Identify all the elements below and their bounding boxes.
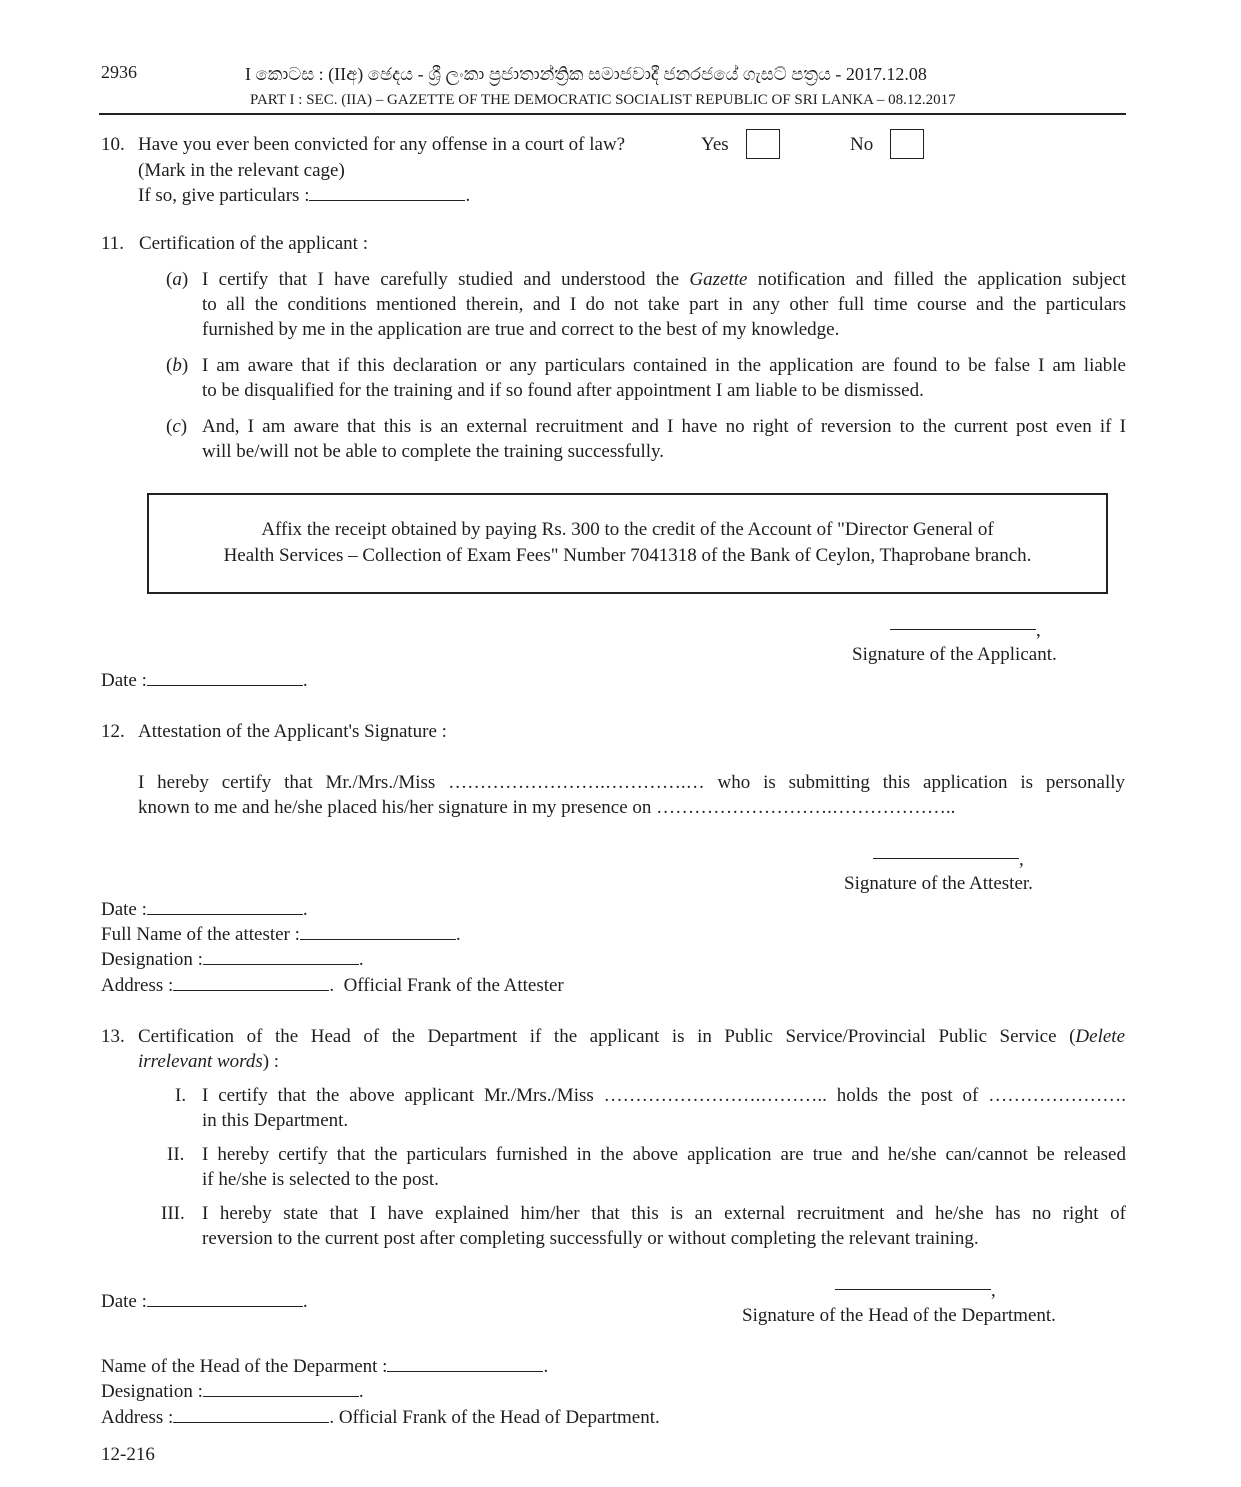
sinhala-header-title: I කොටස : (IIඅ) ඡෙදය - ශ්‍රී ලංකා ප්‍රජාතාන්ත්‍රික සමාජවාදී ජනරජයේ ගැසට් පත්‍රය - 2017.12.08 [245, 64, 927, 84]
receipt-line2: Health Services – Collection of Exam Fees" Number 7041318 of the Bank of Ceylon, Thaprobane branch. [223, 545, 1032, 566]
head-frank-label: Official Frank of the Head of Department. [338, 1407, 660, 1428]
header-rule [99, 113, 1126, 115]
q11-b-line2: to be disqualified for the training and if so found after appointment I am liable to be dismissed. [202, 380, 924, 401]
english-header-title: PART I : SEC. (IIA) – GAZETTE OF THE DEMOCRATIC SOCIALIST REPUBLIC OF SRI LANKA – 08.12.2017 [250, 92, 956, 108]
receipt-line1: Affix the receipt obtained by paying Rs. 300 to the credit of the Account of "Director General of [261, 519, 994, 540]
footer-code: 12-216 [101, 1444, 155, 1465]
q12-line1: I hereby certify that Mr./Mrs./Miss …………………….………….… who is submitting this application is personally [138, 772, 1125, 793]
q11-b-marker: (b) [166, 355, 189, 376]
q11-title: Certification of the applicant : [139, 233, 368, 254]
attester-address-field[interactable] [173, 977, 329, 991]
q10-mark-note: (Mark in the relevant cage) [138, 160, 345, 181]
q11-a-line1-pre: I certify that I have carefully studied and understood the [202, 269, 680, 290]
q11-c-line1: And, I am aware that this is an external recruitment and I have no right of reversion to the current post even if I [202, 416, 1126, 437]
q13-number: 13. [101, 1026, 125, 1047]
q10-no-checkbox[interactable] [890, 129, 924, 159]
q11-a-line3: furnished by me in the application are true and correct to the best of my knowledge. [202, 319, 840, 340]
q13-line2-post: ) : [262, 1051, 280, 1072]
q10-no-label: No [850, 134, 874, 155]
attester-fullname-label: Full Name of the attester : [101, 924, 300, 945]
q13-iii-label: III. [161, 1203, 185, 1224]
attester-fullname-field[interactable] [300, 926, 456, 940]
q11-a-label: a [172, 269, 182, 290]
q12-title: Attestation of the Applicant's Signature : [138, 721, 447, 742]
q13-i-text [202, 1083, 1126, 1133]
q10-particulars-field[interactable] [309, 187, 465, 201]
head-designation-label: Designation : [101, 1381, 203, 1402]
q13-i-label: I. [175, 1085, 187, 1106]
applicant-date-field[interactable] [147, 672, 303, 686]
q13-ii-line2: if he/she is selected to the post. [202, 1169, 439, 1190]
attester-address-label: Address : [101, 975, 174, 996]
head-sig-comma: , [991, 1280, 996, 1301]
applicant-date-label: Date : [101, 670, 147, 691]
head-name-row: Name of the Head of the Deparment : . [101, 1356, 549, 1377]
applicant-signature-field[interactable] [890, 629, 1036, 630]
attester-fullname-row: Full Name of the attester : . [101, 924, 461, 945]
q12-number: 12. [101, 721, 125, 742]
head-address-label: Address : [101, 1407, 174, 1428]
q11-c-line2: will be/will not be able to complete the training successfully. [202, 441, 665, 462]
q13-i-line1: I certify that the above applicant Mr./Mrs./Miss …………………….……….. holds the post of …………………. [202, 1085, 1126, 1106]
q10-yes-label: Yes [701, 134, 729, 155]
q10-particulars-row: If so, give particulars : . [138, 185, 471, 206]
q11-b-label: b [172, 355, 182, 376]
attester-frank-label: Official Frank of the Attester [343, 975, 564, 996]
q13-iii-line2: reversion to the current post after completing successfully or without completing the relevant training. [202, 1228, 979, 1249]
head-designation-row: Designation : . [101, 1381, 364, 1402]
head-name-label: Name of the Head of the Deparment : [101, 1356, 388, 1377]
q11-c-marker: (c) [166, 416, 188, 437]
q13-title [138, 1024, 1125, 1074]
head-signature-field[interactable] [835, 1289, 991, 1290]
applicant-signature-label: Signature of the Applicant. [852, 644, 1057, 665]
q10-yes-checkbox[interactable] [746, 129, 780, 159]
head-signature-label: Signature of the Head of the Department. [742, 1305, 1056, 1326]
head-name-field[interactable] [387, 1358, 543, 1372]
q13-line2-italic: irrelevant words [138, 1051, 263, 1072]
q13-ii-text [202, 1142, 1126, 1192]
q11-a-text [202, 267, 1126, 342]
attester-signature-label: Signature of the Attester. [844, 873, 1033, 894]
q11-a-gazette: Gazette [689, 269, 748, 290]
applicant-date-row: Date : . [101, 670, 308, 691]
attester-date-row: Date : . [101, 899, 308, 920]
attester-sig-comma: , [1019, 849, 1024, 870]
q11-a-line1 [202, 267, 1126, 292]
applicant-sig-comma: , [1036, 620, 1041, 641]
q13-line1 [138, 1024, 1125, 1049]
q10-number: 10. [101, 134, 125, 155]
q11-c-label: c [172, 416, 181, 437]
attester-designation-field[interactable] [203, 951, 359, 965]
q10-question: Have you ever been convicted for any offense in a court of law? [138, 134, 626, 155]
attester-designation-label: Designation : [101, 949, 203, 970]
q11-b-text [202, 353, 1126, 403]
q13-line1-pre: Certification of the Head of the Department if the applicant is in Public Service/Provincial Public Service ( [138, 1026, 1076, 1047]
head-date-field[interactable] [147, 1293, 303, 1307]
q12-text [138, 770, 1125, 820]
q12-line2: known to me and he/she placed his/her signature in my presence on ……………………….……………….. [138, 797, 956, 818]
head-date-label: Date : [101, 1291, 147, 1312]
q10-particulars-label: If so, give particulars : [138, 185, 310, 206]
attester-date-label: Date : [101, 899, 147, 920]
receipt-box [147, 493, 1108, 594]
q11-b-line1: I am aware that if this declaration or any particulars contained in the application are found to be false I am liable [202, 355, 1126, 376]
q11-a-line2: to all the conditions mentioned therein, and I do not take part in any other full time course and the particulars [202, 294, 1126, 315]
q13-line1-italic: Delete [1075, 1026, 1125, 1047]
attester-designation-row: Designation : . [101, 949, 364, 970]
q13-iii-text [202, 1201, 1126, 1251]
attester-date-field[interactable] [147, 901, 303, 915]
head-address-field[interactable] [173, 1409, 329, 1423]
head-address-row: Address : . Official Frank of the Head of Department. [101, 1407, 660, 1428]
page-number: 2936 [101, 62, 137, 82]
q11-c-text [202, 414, 1126, 464]
q11-a-marker: (a) [166, 269, 189, 290]
q13-ii-line1: I hereby certify that the particulars furnished in the above application are true and he/she can/cannot be released [202, 1144, 1126, 1165]
q11-a-line1-post: notification and filled the application subject [757, 269, 1127, 290]
q13-line2 [138, 1049, 1125, 1074]
q13-i-line2: in this Department. [202, 1110, 349, 1131]
q13-iii-line1: I hereby state that I have explained him/her that this is an external recruitment and he/she has no right of [202, 1203, 1126, 1224]
q13-ii-label: II. [167, 1144, 185, 1165]
attester-signature-field[interactable] [873, 858, 1019, 859]
attester-address-row: Address : . Official Frank of the Attester [101, 975, 564, 996]
q11-number: 11. [101, 233, 125, 254]
head-designation-field[interactable] [203, 1383, 359, 1397]
head-date-row: Date : . [101, 1291, 308, 1312]
